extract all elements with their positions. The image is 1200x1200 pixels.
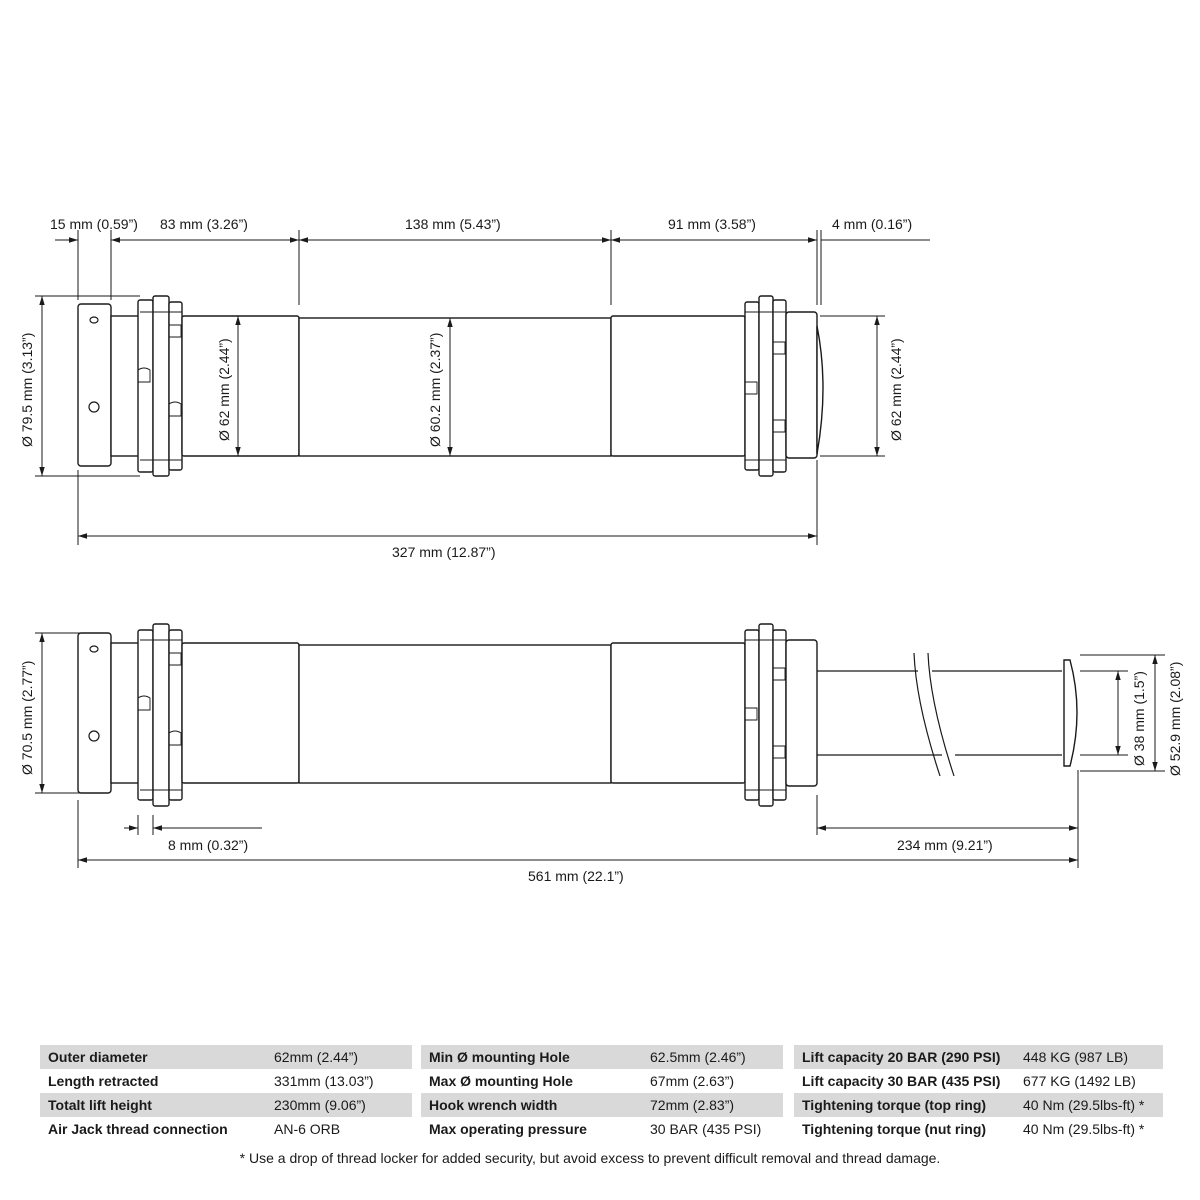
piston-rod bbox=[817, 653, 1062, 776]
dim-91-label: 91 mm (3.58”) bbox=[668, 216, 756, 232]
spec-label: Air Jack thread connection bbox=[48, 1121, 228, 1137]
dim-4-label: 4 mm (0.16”) bbox=[832, 216, 913, 232]
spec-value: AN-6 ORB bbox=[274, 1121, 341, 1137]
right-nut-ring-bottom bbox=[745, 624, 786, 806]
dim-8-label: 8 mm (0.32”) bbox=[168, 837, 249, 853]
spec-row bbox=[421, 1069, 783, 1093]
spec-value: 40 Nm (29.5lbs-ft) * bbox=[1023, 1121, 1145, 1137]
dim-561-label: 561 mm (22.1”) bbox=[528, 868, 624, 884]
spec-table-3 bbox=[794, 1045, 1163, 1141]
spec-row bbox=[421, 1093, 783, 1117]
spec-value: 62.5mm (2.46”) bbox=[642, 1045, 783, 1069]
spec-label: Tightening torque (nut ring) bbox=[802, 1121, 987, 1137]
spec-value: 30 BAR (435 PSI) bbox=[650, 1121, 762, 1137]
dim-dia-62-left-label: Ø 62 mm (2.44”) bbox=[216, 338, 232, 441]
lift-pad bbox=[1064, 660, 1077, 766]
spec-row bbox=[421, 1045, 783, 1069]
spec-row bbox=[40, 1069, 412, 1093]
footnote: * Use a drop of thread locker for added security, but avoid excess to prevent difficult removal and thread damage. bbox=[239, 1150, 941, 1166]
dim-15-label: 15 mm (0.59”) bbox=[50, 216, 138, 232]
spec-value: 230mm (9.06”) bbox=[266, 1093, 412, 1117]
spec-value: 448 KG (987 LB) bbox=[1015, 1045, 1163, 1069]
spec-table-2 bbox=[421, 1045, 783, 1141]
spec-label: Max operating pressure bbox=[429, 1121, 587, 1137]
spec-label: Hook wrench width bbox=[421, 1093, 642, 1117]
dim-dia-79-5-label: Ø 79.5 mm (3.13”) bbox=[19, 332, 35, 447]
spec-row bbox=[794, 1093, 1163, 1117]
spec-row bbox=[794, 1117, 1163, 1141]
spec-row bbox=[40, 1045, 412, 1069]
spec-label: Totalt lift height bbox=[40, 1093, 266, 1117]
spec-value: 677 KG (1492 LB) bbox=[1023, 1073, 1136, 1089]
left-nut-ring-bottom bbox=[138, 624, 182, 806]
left-nut-ring-top bbox=[138, 296, 182, 476]
dim-83-label: 83 mm (3.26”) bbox=[160, 216, 248, 232]
spec-label: Lift capacity 20 BAR (290 PSI) bbox=[794, 1045, 1015, 1069]
mount-flange-top bbox=[78, 304, 111, 466]
spec-label: Min Ø mounting Hole bbox=[421, 1045, 642, 1069]
dim-dia-62-right-label: Ø 62 mm (2.44”) bbox=[888, 338, 904, 441]
dim-dia-60-2-label: Ø 60.2 mm (2.37”) bbox=[427, 332, 443, 447]
spec-label: Length retracted bbox=[48, 1073, 159, 1089]
end-cap-top bbox=[817, 326, 823, 454]
spec-row bbox=[794, 1045, 1163, 1069]
mount-flange-bottom bbox=[78, 633, 111, 793]
dim-327-label: 327 mm (12.87”) bbox=[392, 544, 496, 560]
spec-value: 331mm (13.03”) bbox=[274, 1073, 374, 1089]
bottom-view-jack bbox=[78, 624, 1077, 806]
spec-row bbox=[40, 1117, 412, 1141]
dim-234-label: 234 mm (9.21”) bbox=[897, 837, 993, 853]
spec-table-1 bbox=[40, 1045, 412, 1141]
spec-row bbox=[40, 1093, 412, 1117]
spec-label: Tightening torque (top ring) bbox=[794, 1093, 1015, 1117]
spec-value: 67mm (2.63”) bbox=[650, 1073, 735, 1089]
dim-138-label: 138 mm (5.43”) bbox=[405, 216, 501, 232]
spec-row bbox=[421, 1117, 783, 1141]
spec-row bbox=[794, 1069, 1163, 1093]
spec-label: Lift capacity 30 BAR (435 PSI) bbox=[802, 1073, 1001, 1089]
spec-value: 62mm (2.44”) bbox=[266, 1045, 412, 1069]
right-nut-ring-top bbox=[745, 296, 786, 476]
spec-value: 40 Nm (29.5lbs-ft) * bbox=[1015, 1093, 1163, 1117]
spec-value: 72mm (2.83”) bbox=[642, 1093, 783, 1117]
spec-label: Max Ø mounting Hole bbox=[429, 1073, 573, 1089]
dim-dia-70-5-label: Ø 70.5 mm (2.77”) bbox=[19, 660, 35, 775]
dim-dia-52-9-label: Ø 52.9 mm (2.08”) bbox=[1167, 661, 1183, 776]
dim-dia-38-label: Ø 38 mm (1.5”) bbox=[1131, 671, 1147, 766]
spec-label: Outer diameter bbox=[40, 1045, 266, 1069]
